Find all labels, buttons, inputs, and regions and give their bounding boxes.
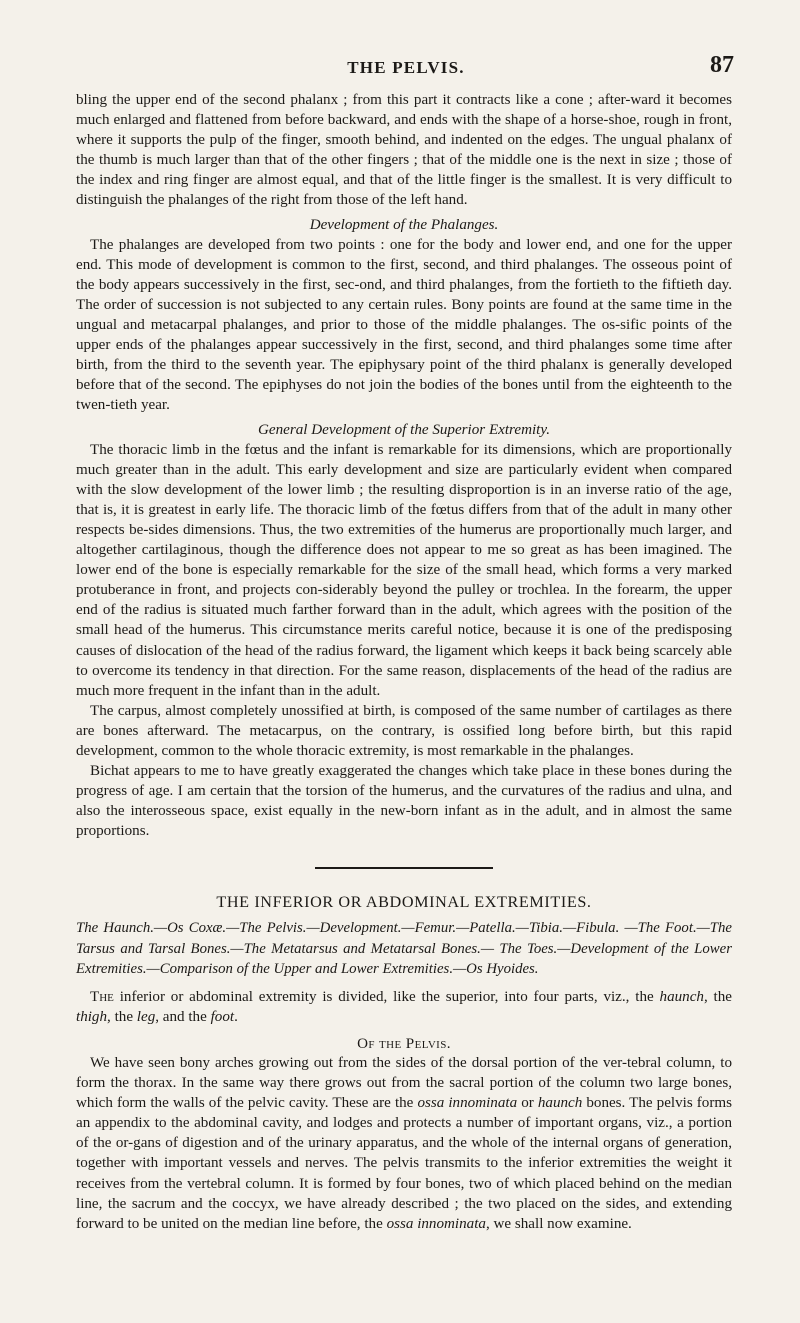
term-haunch: haunch xyxy=(659,988,704,1005)
paragraph-inferior-extremity: The inferior or abdominal extremity is divided, like the superior, into four parts, viz., the haunch, the thigh, the leg, and the foot. xyxy=(76,988,732,1025)
paragraph-pelvis: We have seen bony arches growing out from the sides of the dorsal portion of the ver-tebral column, to form the thorax. In the same way there grows out from the sacral portion of the column two large bones, which form the walls of the pelvic cavity. These are the ossa innominata or haunch bones. The pelvis forms an appendix to the abdominal cavity, and lodges and protects a number of important organs, viz., a portion of the or-gans of digestion and of the urinary apparatus, and the whole of the internal organs of generation, together with important vessels and nerves. The pelvis transmits to the inferior extremities the weight it receives from the vertebral column. It is formed by four bones, two of which placed behind on the median line, the sacrum and the coccyx, we have already described ; the two placed on the sides, and extending forward to be united on the median line before, the ossa innominata, we shall now examine. xyxy=(76,1054,732,1232)
page-body xyxy=(76,90,732,1234)
term-thigh: thigh xyxy=(76,1008,108,1025)
paragraph-thoracic-limb: The thoracic limb in the fœtus and the infant is remarkable for its dimensions, which are proportionally much greater than in the adult. This early development and size are particularly evident when compared with the slow development of the lower limb ; the resulting disproportion is in an inverse ratio of the age, that is, it is greatest in early life. The thoracic limb of the fœtus differs from that of the adult in many other respects be-sides dimensions. Thus, the two extremities of the humerus are proportionally much larger, and altogether cartilaginous, though the difference does not appear to me so great as has been imagined. The lower end of the bone is especially remarkable for the size of the small head, which forms a very marked protuberance in front, and projects con-siderably beyond the pulley or trochlea. In the forearm, the upper end of the radius is situated much farther forward than in the adult, which agrees with the position of the small head of the humerus. This circumstance merits careful notice, because it is one of the predisposing causes of dislocation of the head of the radius forward, the ligament which keeps it back being scarcely able to overcome its tendency in that direction. For the same reason, displacements of the head of the radius are much more frequent in the infant than in the adult. xyxy=(76,441,732,699)
paragraph-bichat: Bichat appears to me to have greatly exaggerated the changes which take place in these bones during the progress of age. I am certain that the torsion of the humerus, and the curvatures of the radius and ulna, and also the interosseous space, exist equally in the new-born infant as in the adult, and in almost the same proportions. xyxy=(76,763,732,840)
running-title: THE PELVIS. xyxy=(347,58,465,77)
term-foot: foot xyxy=(210,1008,235,1025)
section-divider xyxy=(315,867,493,869)
section-title: THE INFERIOR OR ABDOMINAL EXTREMITIES. xyxy=(216,893,592,912)
term-ossa-innominata: ossa innominata xyxy=(417,1095,518,1112)
lead-word: The xyxy=(90,988,114,1005)
section-synopsis: The Haunch.—Os Coxæ.—The Pelvis.—Development.—Femur.—Patella.—Tibia.—Fibula. —The Foot.—The Tarsus and Tarsal Bones.—The Metatarsus and Metatarsal Bones.— The Toes.—Development of the Lower Extremities.—Comparison of the Upper and Lower Extremities.—Os Hyoides. xyxy=(76,920,732,977)
subheading-superior-extremity: General Development of the Superior Extremity. xyxy=(257,421,550,438)
subheading-pelvis: Of the Pelvis. xyxy=(357,1035,451,1052)
term-haunch-bones: haunch xyxy=(537,1095,583,1112)
term-ossa-innominata-2: ossa innominata xyxy=(386,1215,486,1232)
paragraph-phalanges-development: The phalanges are developed from two points : one for the body and lower end, and one for the upper end. This mode of development is common to the first, second, and third phalanges. The osseous point of the body appears successively in the first, sec-ond, and third phalanges, from the fortieth to the fiftieth day. The order of succession is not subjected to any certain rules. Bony points are found at the same time in the ungual and metacarpal phalanges, and prior to those of the middle phalanges. The os-sific points of the upper ends of the phalanges appear successively in the first, second, and third phalanges some time after birth, from the third to the seventh year. The epiphysary point of the third phalanx is generally developed before that of the second. The epiphyses do not join the bodies of the bones until from the eighteenth to the twen-tieth year. xyxy=(76,236,732,414)
paragraph-carpus: The carpus, almost completely unossified at birth, is composed of the same number of cartilages as there are bones afterward. The metacarpus, on the contrary, is ossified long before birth, but this rapid development, common to the whole thoracic extremity, is most remarkable in the phalanges. xyxy=(76,702,732,759)
subheading-development-phalanges: Development of the Phalanges. xyxy=(309,216,499,233)
paragraph-ungual-phalanx: bling the upper end of the second phalanx ; from this part it contracts like a cone ; after-ward it becomes much enlarged and flattened from before backward, and ends with the shape of a horse-shoe, rough in front, where it supports the pulp of the finger, smooth behind, and indented on the edges. The ungual phalanx of the thumb is much larger than that of the other fingers ; that of the middle one is the next in size ; those of the index and ring finger are almost equal, and that of the little finger is the smallest. It is very difficult to distinguish the phalanges of the right from those of the left hand. xyxy=(76,92,732,209)
running-head xyxy=(80,48,732,88)
term-leg: leg xyxy=(136,1008,156,1025)
page-number: 87 xyxy=(710,52,734,78)
